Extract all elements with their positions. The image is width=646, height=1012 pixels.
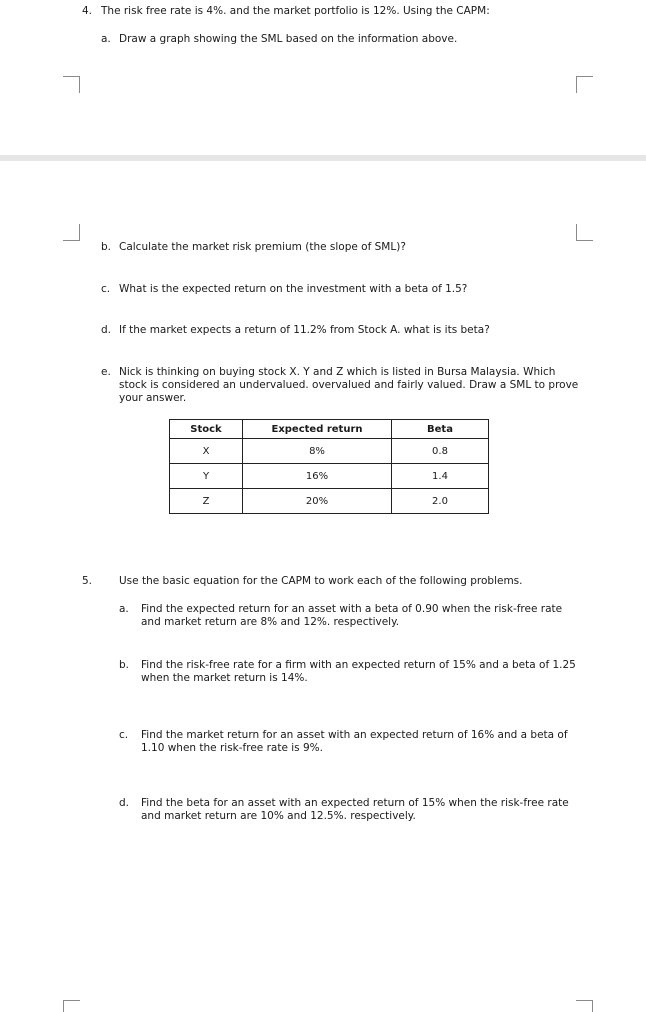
q4-part-d-label: d. — [101, 324, 112, 336]
q5-part-a-label: a. — [119, 603, 129, 615]
table-row — [170, 464, 489, 489]
table-cell-return: 8% — [243, 439, 392, 464]
q4-part-e-text: Nick is thinking on buying stock X. Y and Z which is listed in Bursa Malaysia. Which stock is considered an undervalued. overvalued and fairly valued. Draw a SML to prove your answer. — [119, 366, 579, 404]
q4-part-c-label: c. — [101, 283, 111, 295]
question-4-number: 4. — [82, 5, 93, 17]
q4-part-b-text: Calculate the market risk premium (the slope of SML)? — [119, 241, 406, 253]
table-cell-stock: X — [170, 439, 243, 464]
q5-part-d-label: d. — [119, 797, 130, 809]
table-cell-beta: 1.4 — [392, 464, 489, 489]
crop-mark-bottom-right — [576, 224, 593, 241]
q4-part-c-text: What is the expected return on the investment with a beta of 1.5? — [119, 283, 468, 295]
q4-part-a-label: a. — [101, 33, 111, 45]
crop-mark-top-left — [63, 76, 80, 93]
table-cell-stock: Z — [170, 489, 243, 514]
question-4-stem: The risk free rate is 4%. and the market portfolio is 12%. Using the CAPM: — [101, 5, 490, 17]
table-cell-beta: 2.0 — [392, 489, 489, 514]
question-5-number: 5. — [82, 575, 93, 587]
table-cell-return: 20% — [243, 489, 392, 514]
q5-part-b-label: b. — [119, 659, 130, 671]
table-cell-return: 16% — [243, 464, 392, 489]
crop-mark-page-bottom-left — [63, 1000, 80, 1012]
crop-mark-page-bottom-right — [576, 1000, 593, 1012]
q5-part-c-label: c. — [119, 729, 129, 741]
q5-part-c-text: Find the market return for an asset with an expected return of 16% and a beta of 1.10 when the risk-free rate is 9%. — [141, 729, 568, 754]
crop-mark-bottom-left — [63, 224, 80, 241]
stock-table — [169, 419, 489, 514]
q5-part-b-text: Find the risk-free rate for a firm with an expected return of 15% and a beta of 1.25 when the market return is 14%. — [141, 659, 576, 684]
q4-part-a-text: Draw a graph showing the SML based on the information above. — [119, 33, 458, 45]
question-5-stem: Use the basic equation for the CAPM to work each of the following problems. — [119, 575, 523, 587]
q4-part-d-text: If the market expects a return of 11.2% from Stock A. what is its beta? — [119, 324, 490, 336]
table-row — [170, 489, 489, 514]
page-break-divider — [0, 155, 646, 161]
crop-mark-top-right — [576, 76, 593, 93]
table-header-stock: Stock — [170, 420, 243, 439]
q4-part-e-label: e. — [101, 366, 111, 378]
q5-part-a-text: Find the expected return for an asset with a beta of 0.90 when the risk-free rate and market return are 8% and 12%. respectively. — [141, 603, 563, 628]
q4-part-b-label: b. — [101, 241, 112, 253]
table-cell-stock: Y — [170, 464, 243, 489]
table-header-beta: Beta — [392, 420, 489, 439]
table-header-expected-return: Expected return — [243, 420, 392, 439]
q5-part-d-text: Find the beta for an asset with an expected return of 15% when the risk-free rate and market return are 10% and 12.5%. respectively. — [141, 797, 569, 822]
table-row — [170, 439, 489, 464]
table-cell-beta: 0.8 — [392, 439, 489, 464]
